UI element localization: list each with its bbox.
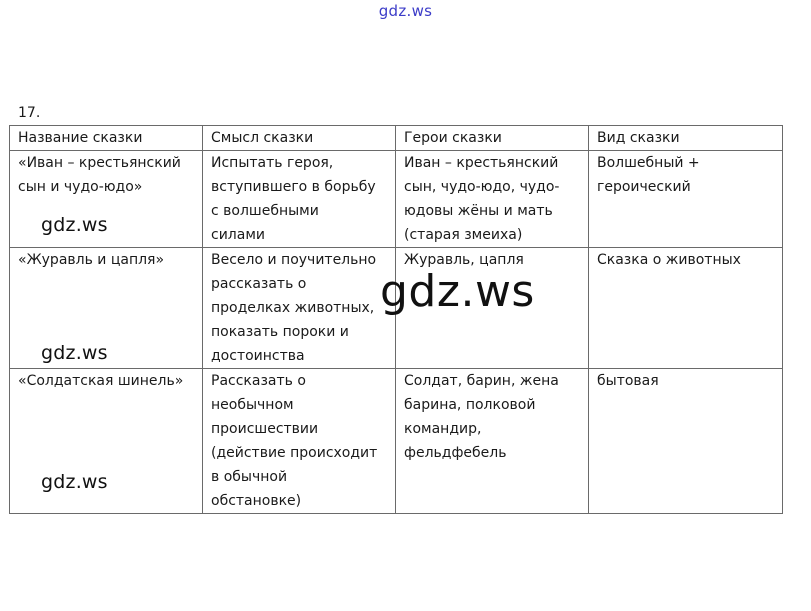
table-header-row [10,126,783,151]
cell-tale-heroes: Журавль, цапля [396,248,589,369]
header-tale-name: Название сказки [10,126,203,151]
cell-tale-meaning: Испытать героя, вступившего в борьбу с волшебными силами [203,151,396,248]
watermark-left-1: gdz.ws [41,214,108,236]
cell-tale-meaning: Рассказать о необычном происшествии (действие происходит в обычной обстановке) [203,369,396,514]
header-tale-heroes: Герои сказки [396,126,589,151]
watermark-left-2: gdz.ws [41,342,108,364]
task-number: 17. [18,105,41,121]
watermark-center: gdz.ws [380,266,535,317]
fairy-tales-table [9,125,783,514]
header-tale-type: Вид сказки [589,126,783,151]
cell-tale-type: Волшебный + героический [589,151,783,248]
watermark-left-3: gdz.ws [41,471,108,493]
table-row [10,151,783,248]
cell-tale-heroes: Иван – крестьянский сын, чудо-юдо, чудо- юдовы жёны и мать (старая змеиха) [396,151,589,248]
table-row [10,369,783,514]
cell-tale-name: «Иван – крестьянский сын и чудо-юдо» [10,151,203,248]
cell-tale-name: «Журавль и цапля» [10,248,203,369]
cell-tale-type: Сказка о животных [589,248,783,369]
cell-tale-name: «Солдатская шинель» [10,369,203,514]
cell-tale-heroes: Солдат, барин, жена барина, полковой командир, фельдфебель [396,369,589,514]
header-tale-meaning: Смысл сказки [203,126,396,151]
watermark-top: gdz.ws [378,2,433,20]
cell-tale-type: бытовая [589,369,783,514]
cell-tale-meaning: Весело и поучительно рассказать о проделках животных, показать пороки и достоинства [203,248,396,369]
